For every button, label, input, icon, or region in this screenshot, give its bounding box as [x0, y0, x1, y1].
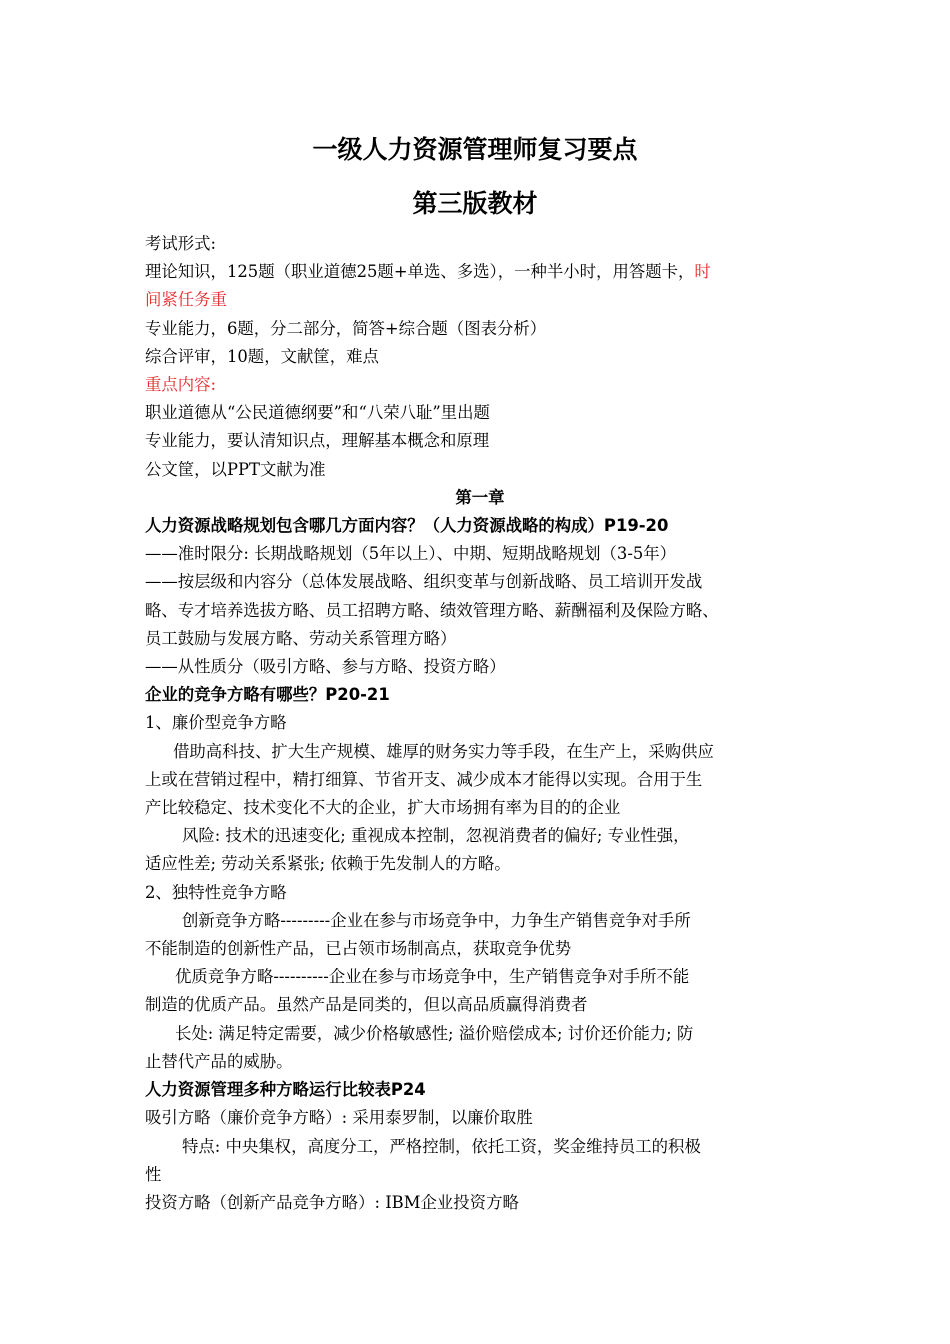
text-line: ——从性质分（吸引方略、参与方略、投资方略）	[145, 657, 506, 677]
document-title: 一级人力资源管理师复习要点	[312, 135, 638, 164]
text-line: 性	[145, 1164, 162, 1184]
text-line: 借助高科技、扩大生产规模、雄厚的财务实力等手段，在生产上，采购供应	[173, 741, 714, 761]
text-line: 特点: 中央集权，高度分工，严格控制，依托工资，奖金维持员工的积极	[182, 1136, 701, 1156]
text-line: 不能制造的创新性产品，已占领市场制高点，获取竞争优势	[145, 939, 572, 959]
document-body	[145, 230, 815, 1217]
text-line: ——按层级和内容分（总体发展战略、组织变革与创新战略、员工培训开发战	[145, 572, 703, 592]
text-line: 优质竞争方略----------企业在参与市场竞争中，生产销售竞争对手所不能	[175, 967, 690, 987]
key-skill-line: 专业能力，要认清知识点，理解基本概念和原理	[145, 431, 490, 451]
text-line: 长处: 满足特定需要，减少价格敏感性; 溢价赔偿成本; 讨价还价能力; 防	[175, 1023, 694, 1043]
highlight-text: 时	[694, 262, 711, 282]
key-content-label: 重点内容:	[145, 375, 217, 395]
text-line: ——准时限分: 长期战略规划（5年以上）、中期、短期战略规划（3-5年）	[145, 544, 677, 564]
text-line: 止替代产品的威胁。	[145, 1051, 293, 1071]
section-heading-strategy-plan: 人力资源战略规划包含哪几方面内容？（人力资源战略的构成）P19-20	[145, 516, 669, 536]
key-basket-line: 公文筐，以PPT文献为准	[145, 459, 326, 479]
chapter-heading: 第一章	[455, 487, 505, 507]
highlight-text-continued: 间紧任务重	[145, 290, 227, 310]
text-line: 创新竞争方略---------企业在参与市场竞争中，力争生产销售竞争对手所	[182, 910, 691, 930]
text-line: 风险: 技术的迅速变化; 重视成本控制，忽视消费者的偏好; 专业性强，	[182, 826, 690, 846]
exam-theory-line: 理论知识，125题（职业道德25题+单选、多选），一种半小时，用答题卡，时	[145, 262, 711, 282]
exam-format-label: 考试形式:	[145, 234, 217, 253]
section-heading-competition: 企业的竞争方略有哪些？P20-21	[145, 685, 390, 705]
key-ethics-line: 职业道德从“公民道德纲要”和“八荣八耻”里出题	[145, 403, 490, 423]
text-line: 制造的优质产品。虽然产品是同类的，但以高品质赢得消费者	[145, 995, 588, 1015]
exam-skill-line: 专业能力，6题，分二部分，简答+综合题（图表分析）	[145, 318, 547, 338]
document-subtitle: 第三版教材	[412, 189, 538, 218]
text-line: 略、专才培养选拔方略、员工招聘方略、绩效管理方略、薪酬福利及保险方略、	[145, 600, 719, 620]
text-line: 上或在营销过程中，精打细算、节省开支、减少成本才能得以实现。合用于生	[145, 769, 703, 789]
list-item-heading: 2、独特性竞争方略	[145, 882, 287, 902]
section-heading-comparison-table: 人力资源管理多种方略运行比较表P24	[145, 1080, 426, 1100]
text-line: 投资方略（创新产品竞争方略）: IBM企业投资方略	[145, 1192, 519, 1212]
text-line: 员工鼓励与发展方略、劳动关系管理方略）	[145, 628, 457, 648]
text-line: 适应性差; 劳动关系紧张; 依赖于先发制人的方略。	[145, 854, 511, 874]
list-item-heading: 1、廉价型竞争方略	[145, 713, 287, 733]
text-line: 吸引方略（廉价竞争方略）: 采用泰罗制，以廉价取胜	[145, 1108, 533, 1128]
text-line: 产比较稳定、技术变化不大的企业，扩大市场拥有率为目的的企业	[145, 798, 621, 818]
exam-review-line: 综合评审，10题，文献筐，难点	[145, 346, 379, 366]
